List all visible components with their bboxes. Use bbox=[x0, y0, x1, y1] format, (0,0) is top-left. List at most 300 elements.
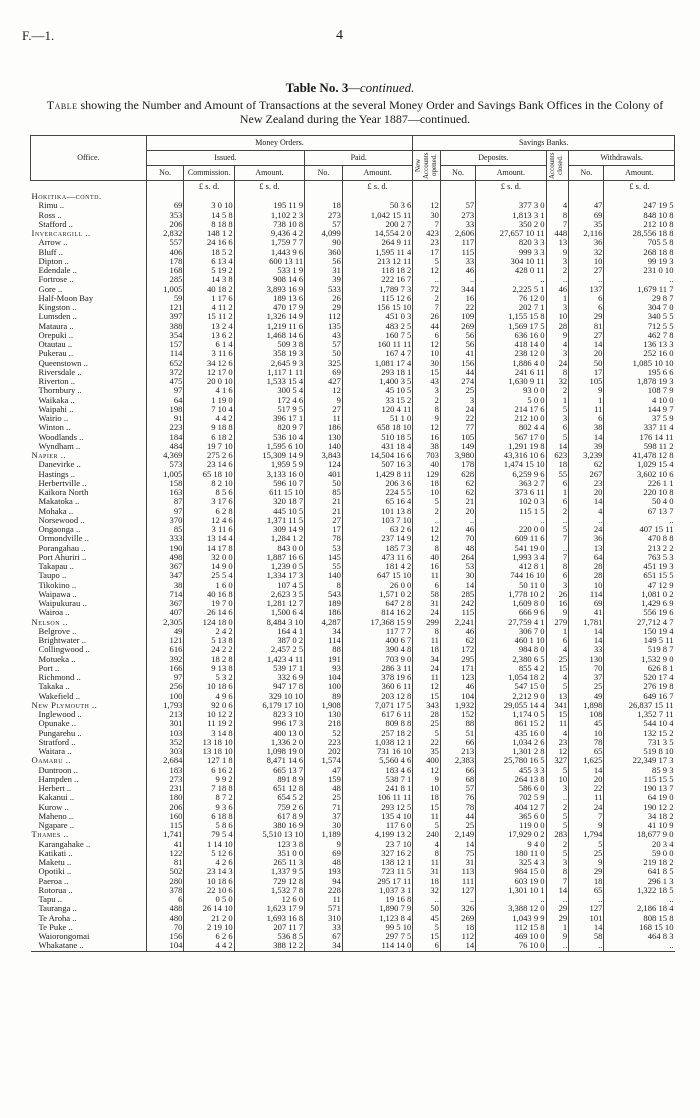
cell-issued-amount: 1,281 12 7 bbox=[234, 599, 304, 608]
cell-withdrawals-no: 36 bbox=[569, 534, 604, 543]
cell-withdrawals-no: 35 bbox=[569, 220, 604, 229]
cell-withdrawals-amount: 18,677 9 0 bbox=[604, 830, 675, 839]
cell-issued-amount: 1,959 5 9 bbox=[234, 460, 304, 469]
cell-new-accounts: 16 bbox=[413, 433, 441, 442]
table-row bbox=[31, 433, 675, 442]
cell-issued-no: 498 bbox=[146, 553, 184, 562]
table-row bbox=[31, 756, 675, 765]
cell-withdrawals-amount: 132 15 2 bbox=[604, 729, 675, 738]
cell-issued-no: 6 bbox=[146, 895, 184, 904]
cell-paid-no: 69 bbox=[305, 368, 343, 377]
cell-office: Orepuki .. bbox=[38, 330, 74, 340]
cell-withdrawals-no: 65 bbox=[569, 747, 604, 756]
cell-issued-no: 91 bbox=[146, 414, 184, 423]
cell-deposits-amount: .. bbox=[476, 895, 546, 904]
cell-deposits-no: 2,149 bbox=[440, 830, 475, 839]
cell-deposits-amount: 363 2 7 bbox=[476, 479, 546, 488]
cell-withdrawals-no: 69 bbox=[569, 599, 604, 608]
cell-deposits-amount: 220 0 0 bbox=[476, 525, 546, 534]
cell-withdrawals-no: 32 bbox=[569, 248, 604, 257]
cell-paid-no: 124 bbox=[305, 460, 343, 469]
cell-issued-amount: 665 13 7 bbox=[234, 766, 304, 775]
table-row bbox=[31, 775, 675, 784]
cell-deposits-no: 44 bbox=[440, 368, 475, 377]
cell-deposits-amount: 1,054 18 2 bbox=[476, 673, 546, 682]
col-new-accounts-label: New Accounts opened. bbox=[414, 152, 439, 179]
cell-accounts-closed: 13 bbox=[546, 238, 569, 247]
cell-withdrawals-amount: 407 15 11 bbox=[604, 525, 675, 534]
cell-deposits-no: 295 bbox=[440, 655, 475, 664]
cell-issued-no: 180 bbox=[146, 793, 184, 802]
cell-paid-amount: 809 8 8 bbox=[342, 719, 412, 728]
cell-office: Fortrose .. bbox=[38, 275, 74, 285]
cell-issued-no: 367 bbox=[146, 562, 184, 571]
cell-accounts-closed: 9 bbox=[546, 248, 569, 257]
cell-accounts-closed: 4 bbox=[546, 340, 569, 349]
cell-issued-commission: 4 1 6 bbox=[184, 386, 234, 395]
cell-issued-commission: 34 12 6 bbox=[184, 359, 234, 368]
cell-accounts-closed: 4 bbox=[546, 645, 569, 654]
cell-deposits-amount: 820 3 3 bbox=[476, 238, 546, 247]
cell-issued-commission: 1 17 6 bbox=[184, 294, 234, 303]
cell-paid-amount: 1,429 8 11 bbox=[342, 470, 412, 479]
cell-new-accounts: 15 bbox=[413, 692, 441, 701]
cell-withdrawals-amount: 520 17 4 bbox=[604, 673, 675, 682]
cell-office: Herbertville .. bbox=[38, 478, 87, 488]
cell-office: Lumsden .. bbox=[38, 312, 77, 322]
cell-issued-commission: 9 9 2 bbox=[184, 775, 234, 784]
page-header bbox=[0, 28, 700, 48]
cell-paid-no: 88 bbox=[305, 645, 343, 654]
cell-paid-no: 186 bbox=[305, 423, 343, 432]
cell-issued-commission: 26 14 6 bbox=[184, 608, 234, 617]
table-row bbox=[31, 322, 675, 331]
table-row bbox=[31, 294, 675, 303]
cell-issued-no: 273 bbox=[146, 775, 184, 784]
cell-office: Rotorua .. bbox=[38, 885, 73, 895]
cell-paid-no: 8 bbox=[305, 581, 343, 590]
cell-office: Hokitika—contd. bbox=[31, 192, 102, 201]
cell-paid-amount: 114 14 0 bbox=[342, 941, 412, 951]
cell-new-accounts: 4 bbox=[413, 840, 441, 849]
cell-new-accounts: 28 bbox=[413, 710, 441, 719]
cell-paid-amount: 647 2 8 bbox=[342, 599, 412, 608]
cell-paid-amount: 160 7 5 bbox=[342, 331, 412, 340]
cell-deposits-amount: 1,301 10 1 bbox=[476, 886, 546, 895]
cell-accounts-closed: 6 bbox=[546, 571, 569, 580]
cell-issued-no: 104 bbox=[146, 941, 184, 951]
cell-issued-amount: 1,219 11 6 bbox=[234, 322, 304, 331]
cell-issued-no: 1,741 bbox=[146, 830, 184, 839]
cell-issued-commission: 14 5 8 bbox=[184, 211, 234, 220]
cell-office: Invercargill .. bbox=[31, 229, 91, 238]
cell-paid-no: 1,574 bbox=[305, 756, 343, 765]
cell-new-accounts: 2 bbox=[413, 396, 441, 405]
cell-withdrawals-no: 7 bbox=[569, 812, 604, 821]
cell-paid-no: 43 bbox=[305, 331, 343, 340]
cell-withdrawals-no: 6 bbox=[569, 303, 604, 312]
col-withdrawals-no: No. bbox=[569, 166, 604, 181]
cell-issued-no: 352 bbox=[146, 738, 184, 747]
cell-new-accounts: 5 bbox=[413, 497, 441, 506]
cell-paid-amount: 160 11 11 bbox=[342, 340, 412, 349]
cell-paid-amount: 117 7 7 bbox=[342, 627, 412, 636]
cell-paid-amount: 1,037 3 1 bbox=[342, 886, 412, 895]
cell-office: New Plymouth .. bbox=[31, 700, 98, 710]
cell-office: Taupo .. bbox=[38, 571, 67, 581]
cell-withdrawals-no: 105 bbox=[569, 377, 604, 386]
cell-accounts-closed: 7 bbox=[546, 877, 569, 886]
cell-withdrawals-amount: 1,322 18 5 bbox=[604, 886, 675, 895]
cell-withdrawals-no: 9 bbox=[569, 858, 604, 867]
cell-deposits-amount: 636 16 0 bbox=[476, 331, 546, 340]
cell-deposits-no: 172 bbox=[440, 645, 475, 654]
cell-issued-amount: 1,102 2 3 bbox=[234, 211, 304, 220]
cell-deposits-amount: 365 6 0 bbox=[476, 812, 546, 821]
cell-deposits-amount: 1,609 8 0 bbox=[476, 599, 546, 608]
cell-accounts-closed: 2 bbox=[546, 507, 569, 516]
table-row bbox=[31, 423, 675, 432]
cell-paid-no: 186 bbox=[305, 608, 343, 617]
table-row bbox=[31, 627, 675, 636]
cell-paid-no: 50 bbox=[305, 479, 343, 488]
cell-withdrawals-amount: 20 3 4 bbox=[604, 840, 675, 849]
cell-deposits-amount: 6,259 9 6 bbox=[476, 470, 546, 479]
units-withdrawals-amount: £ s. d. bbox=[604, 181, 675, 193]
cell-new-accounts: 31 bbox=[413, 867, 441, 876]
cell-office: Woodlands .. bbox=[38, 432, 84, 442]
cell-deposits-amount: 350 2 0 bbox=[476, 220, 546, 229]
table-row bbox=[31, 821, 675, 830]
cell-office: Wairoa .. bbox=[38, 608, 70, 618]
cell-issued-commission: 13 6 2 bbox=[184, 331, 234, 340]
cell-issued-amount: 1,532 7 8 bbox=[234, 886, 304, 895]
cell-new-accounts: 9 bbox=[413, 775, 441, 784]
cell-new-accounts: 7 bbox=[413, 220, 441, 229]
cell-issued-no: 557 bbox=[146, 238, 184, 247]
cell-withdrawals-amount: 28,556 18 8 bbox=[604, 229, 675, 238]
cell-new-accounts: 26 bbox=[413, 312, 441, 321]
cell-new-accounts: 18 bbox=[413, 877, 441, 886]
cell-paid-no: 56 bbox=[305, 257, 343, 266]
cell-new-accounts: 16 bbox=[413, 562, 441, 571]
cell-withdrawals-no: .. bbox=[569, 895, 604, 904]
cell-withdrawals-no: 41 bbox=[569, 608, 604, 617]
cell-new-accounts: 400 bbox=[413, 756, 441, 765]
cell-accounts-closed: 8 bbox=[546, 562, 569, 571]
cell-withdrawals-amount: 451 19 3 bbox=[604, 562, 675, 571]
cell-new-accounts: .. bbox=[413, 275, 441, 284]
cell-new-accounts: 34 bbox=[413, 655, 441, 664]
cell-paid-amount: 647 15 10 bbox=[342, 571, 412, 580]
cell-withdrawals-amount: 464 8 3 bbox=[604, 932, 675, 941]
cell-issued-no: 166 bbox=[146, 664, 184, 673]
cell-deposits-amount: 744 16 10 bbox=[476, 571, 546, 580]
cell-issued-amount: 738 10 8 bbox=[234, 220, 304, 229]
cell-issued-no: 223 bbox=[146, 423, 184, 432]
cell-withdrawals-amount: 337 11 4 bbox=[604, 423, 675, 432]
units-paid-amount: £ s. d. bbox=[342, 181, 412, 193]
cell-new-accounts: 24 bbox=[413, 664, 441, 673]
cell-withdrawals-amount: 26,837 15 11 bbox=[604, 701, 675, 710]
col-deposits-no: No. bbox=[440, 166, 475, 181]
cell-issued-amount: 1,371 11 5 bbox=[234, 516, 304, 525]
cell-issued-commission: 7 18 8 bbox=[184, 784, 234, 793]
cell-deposits-amount: 304 10 11 bbox=[476, 257, 546, 266]
cell-issued-amount: 329 10 10 bbox=[234, 692, 304, 701]
cell-paid-no: 228 bbox=[305, 886, 343, 895]
cell-withdrawals-amount: 136 13 3 bbox=[604, 340, 675, 349]
cell-deposits-no: 3 bbox=[440, 396, 475, 405]
cell-issued-amount: 823 3 10 bbox=[234, 710, 304, 719]
cell-issued-commission: 127 1 8 bbox=[184, 756, 234, 765]
cell-withdrawals-amount: 29 8 7 bbox=[604, 294, 675, 303]
cell-issued-amount: 611 15 10 bbox=[234, 488, 304, 497]
cell-issued-no: 367 bbox=[146, 599, 184, 608]
cell-issued-commission: 92 0 6 bbox=[184, 701, 234, 710]
cell-new-accounts: 8 bbox=[413, 405, 441, 414]
cell-deposits-amount: 373 6 11 bbox=[476, 488, 546, 497]
cell-accounts-closed bbox=[546, 192, 569, 201]
cell-paid-amount: 65 16 4 bbox=[342, 497, 412, 506]
cell-issued-amount: 1,887 16 6 bbox=[234, 553, 304, 562]
cell-withdrawals-no: 47 bbox=[569, 201, 604, 210]
cell-withdrawals-no: 25 bbox=[569, 849, 604, 858]
cell-withdrawals-no: 81 bbox=[569, 322, 604, 331]
cell-deposits-no: 115 bbox=[440, 248, 475, 257]
col-paid-amount: Amount. bbox=[342, 166, 412, 181]
table-row bbox=[31, 655, 675, 664]
cell-withdrawals-amount: 67 13 7 bbox=[604, 507, 675, 516]
cell-withdrawals-amount: 41,478 12 8 bbox=[604, 451, 675, 460]
cell-paid-amount: 203 12 8 bbox=[342, 692, 412, 701]
cell-deposits-no: 326 bbox=[440, 904, 475, 913]
table-row bbox=[31, 507, 675, 516]
cell-issued-commission: 23 14 3 bbox=[184, 867, 234, 876]
cell-deposits-no: 112 bbox=[440, 932, 475, 941]
cell-paid-amount: 101 13 8 bbox=[342, 507, 412, 516]
cell-accounts-closed: 8 bbox=[546, 211, 569, 220]
cell-deposits-no: 51 bbox=[440, 729, 475, 738]
table-row bbox=[31, 849, 675, 858]
cell-deposits-amount: 1,778 10 2 bbox=[476, 590, 546, 599]
cell-accounts-closed: 9 bbox=[546, 608, 569, 617]
cell-deposits-amount: 469 10 0 bbox=[476, 932, 546, 941]
cell-deposits-no: 62 bbox=[440, 488, 475, 497]
cell-accounts-closed: 29 bbox=[546, 904, 569, 913]
cell-withdrawals-amount: 763 5 3 bbox=[604, 553, 675, 562]
cell-paid-no: 104 bbox=[305, 673, 343, 682]
cell-office: Makatoka .. bbox=[38, 497, 80, 507]
cell-withdrawals-amount: 705 5 8 bbox=[604, 238, 675, 247]
cell-issued-commission: 3 0 10 bbox=[184, 201, 234, 210]
cell-withdrawals-amount: 190 12 2 bbox=[604, 803, 675, 812]
cell-deposits-no: 48 bbox=[440, 544, 475, 553]
table-row bbox=[31, 386, 675, 395]
table-row bbox=[31, 645, 675, 654]
cell-withdrawals-amount: 219 18 2 bbox=[604, 858, 675, 867]
cell-paid-no: 533 bbox=[305, 285, 343, 294]
cell-withdrawals-amount: 176 14 11 bbox=[604, 433, 675, 442]
cell-issued-amount: 309 14 9 bbox=[234, 525, 304, 534]
table-row bbox=[31, 710, 675, 719]
cell-withdrawals-no: 4 bbox=[569, 507, 604, 516]
cell-issued-no: 301 bbox=[146, 719, 184, 728]
cell-issued-no: 372 bbox=[146, 368, 184, 377]
col-savings-banks: Savings Banks. bbox=[413, 136, 675, 151]
cell-office: Riversdale .. bbox=[38, 367, 82, 377]
cell-office: Half-Moon Bay bbox=[38, 293, 94, 303]
cell-withdrawals-amount: 470 8 8 bbox=[604, 534, 675, 543]
cell-issued-commission: 65 18 10 bbox=[184, 470, 234, 479]
cell-issued-no: 406 bbox=[146, 248, 184, 257]
table-row bbox=[31, 331, 675, 340]
cell-new-accounts: 3 bbox=[413, 386, 441, 395]
cell-paid-no: 3,843 bbox=[305, 451, 343, 460]
cell-new-accounts: 9 bbox=[413, 414, 441, 423]
table-row bbox=[31, 608, 675, 617]
cell-issued-commission: 6 1 4 bbox=[184, 340, 234, 349]
table-row bbox=[31, 701, 675, 710]
cell-issued-commission: 13 18 10 bbox=[184, 747, 234, 756]
cell-withdrawals-amount: 462 7 8 bbox=[604, 331, 675, 340]
cell-office: Ongaonga .. bbox=[38, 525, 81, 534]
cell-paid-amount: 538 7 1 bbox=[342, 775, 412, 784]
cell-office: Te Aroha .. bbox=[38, 913, 77, 923]
cell-new-accounts: 2 bbox=[413, 507, 441, 516]
cell-paid-amount: 658 18 10 bbox=[342, 423, 412, 432]
cell-deposits-amount: 404 12 7 bbox=[476, 803, 546, 812]
cell-paid-amount: 473 11 6 bbox=[342, 553, 412, 562]
cell-issued-amount: 2,623 3 5 bbox=[234, 590, 304, 599]
cell-withdrawals-no: 20 bbox=[569, 775, 604, 784]
cell-deposits-amount: 241 6 11 bbox=[476, 368, 546, 377]
cell-accounts-closed: 13 bbox=[546, 692, 569, 701]
cell-deposits-amount: 115 1 5 bbox=[476, 507, 546, 516]
cell-issued-amount bbox=[234, 192, 304, 201]
cell-withdrawals-amount: 731 3 5 bbox=[604, 738, 675, 747]
cell-paid-no: 30 bbox=[305, 821, 343, 830]
cell-office: Kakanui .. bbox=[38, 793, 75, 803]
cell-accounts-closed: 2 bbox=[546, 266, 569, 275]
cell-paid-amount: 213 12 11 bbox=[342, 257, 412, 266]
cell-paid-no: 1,189 bbox=[305, 830, 343, 839]
cell-withdrawals-no: 23 bbox=[569, 479, 604, 488]
cell-paid-no: 401 bbox=[305, 470, 343, 479]
table-row bbox=[31, 275, 675, 284]
cell-paid-no: 57 bbox=[305, 340, 343, 349]
cell-deposits-amount: 567 17 0 bbox=[476, 433, 546, 442]
cell-withdrawals-no: 22 bbox=[569, 784, 604, 793]
cell-issued-no: 1,005 bbox=[146, 470, 184, 479]
cell-issued-no: 97 bbox=[146, 386, 184, 395]
cell-withdrawals-amount: 85 9 3 bbox=[604, 766, 675, 775]
cell-deposits-no: 53 bbox=[440, 562, 475, 571]
cell-deposits-amount: 1,886 4 0 bbox=[476, 359, 546, 368]
cell-accounts-closed: 14 bbox=[546, 442, 569, 451]
cell-new-accounts: 6 bbox=[413, 581, 441, 590]
cell-deposits-amount: 861 15 2 bbox=[476, 719, 546, 728]
cell-deposits-no: 25 bbox=[440, 821, 475, 830]
table-row bbox=[31, 904, 675, 913]
cell-issued-no: 38 bbox=[146, 581, 184, 590]
cell-office: Takapau .. bbox=[38, 562, 74, 571]
cell-paid-no: 100 bbox=[305, 682, 343, 691]
cell-deposits-amount: 27,657 10 11 bbox=[476, 229, 546, 238]
cell-withdrawals-amount: 1,878 19 3 bbox=[604, 377, 675, 386]
cell-paid-no: 273 bbox=[305, 211, 343, 220]
cell-paid-no: 57 bbox=[305, 220, 343, 229]
cell-withdrawals-no: 25 bbox=[569, 682, 604, 691]
cell-withdrawals-no: 18 bbox=[569, 877, 604, 886]
cell-deposits-no: 21 bbox=[440, 497, 475, 506]
cell-paid-amount: 103 7 10 bbox=[342, 516, 412, 525]
cell-deposits-no: 628 bbox=[440, 470, 475, 479]
cell-deposits-no: 46 bbox=[440, 627, 475, 636]
cell-issued-amount: 536 10 4 bbox=[234, 433, 304, 442]
cell-accounts-closed: 448 bbox=[546, 229, 569, 238]
cell-new-accounts: 24 bbox=[413, 608, 441, 617]
cell-office: Waipukurau .. bbox=[38, 599, 87, 608]
cell-new-accounts: 45 bbox=[413, 914, 441, 923]
cell-issued-no: 115 bbox=[146, 821, 184, 830]
cell-office: Bluff .. bbox=[38, 247, 63, 257]
cell-deposits-amount: 5 0 0 bbox=[476, 396, 546, 405]
table-row bbox=[31, 257, 675, 266]
cell-deposits-no: 3,980 bbox=[440, 451, 475, 460]
cell-withdrawals-no: 6 bbox=[569, 414, 604, 423]
table-row bbox=[31, 488, 675, 497]
cell-issued-no: 206 bbox=[146, 220, 184, 229]
cell-issued-no: 178 bbox=[146, 257, 184, 266]
cell-deposits-no: 57 bbox=[440, 201, 475, 210]
cell-withdrawals-amount: 1,081 0 2 bbox=[604, 590, 675, 599]
cell-deposits-no: .. bbox=[440, 275, 475, 284]
cell-withdrawals-amount: 149 5 11 bbox=[604, 636, 675, 645]
cell-withdrawals-amount: 213 2 2 bbox=[604, 544, 675, 553]
cell-issued-commission: 2 19 10 bbox=[184, 923, 234, 932]
cell-issued-amount: 358 19 3 bbox=[234, 349, 304, 358]
cell-issued-commission: 5 19 2 bbox=[184, 266, 234, 275]
cell-issued-no: 64 bbox=[146, 396, 184, 405]
cell-issued-no: 97 bbox=[146, 507, 184, 516]
cell-issued-amount: 1,336 2 0 bbox=[234, 738, 304, 747]
cell-withdrawals-amount: 1,532 9 0 bbox=[604, 655, 675, 664]
cell-issued-no: 378 bbox=[146, 886, 184, 895]
cell-deposits-amount: 29,055 14 4 bbox=[476, 701, 546, 710]
cell-accounts-closed: 11 bbox=[546, 719, 569, 728]
cell-issued-no: 121 bbox=[146, 303, 184, 312]
cell-issued-amount: 3,133 16 0 bbox=[234, 470, 304, 479]
cell-new-accounts: 58 bbox=[413, 590, 441, 599]
cell-withdrawals-no: .. bbox=[569, 275, 604, 284]
cell-issued-no: 69 bbox=[146, 201, 184, 210]
cell-deposits-no: 344 bbox=[440, 285, 475, 294]
table-title-bold: Table No. 3 bbox=[285, 80, 349, 95]
cell-new-accounts: 12 bbox=[413, 766, 441, 775]
cell-issued-commission: 3 14 8 bbox=[184, 729, 234, 738]
cell-withdrawals-amount: 150 19 4 bbox=[604, 627, 675, 636]
cell-deposits-no: 22 bbox=[440, 303, 475, 312]
cell-office: Kingston .. bbox=[38, 303, 77, 312]
cell-issued-amount: 651 12 8 bbox=[234, 784, 304, 793]
table-row bbox=[31, 312, 675, 321]
cell-paid-no: 53 bbox=[305, 544, 343, 553]
table-row bbox=[31, 618, 675, 627]
cell-deposits-no: 78 bbox=[440, 803, 475, 812]
cell-issued-commission: 18 2 8 bbox=[184, 655, 234, 664]
table-row bbox=[31, 867, 675, 876]
